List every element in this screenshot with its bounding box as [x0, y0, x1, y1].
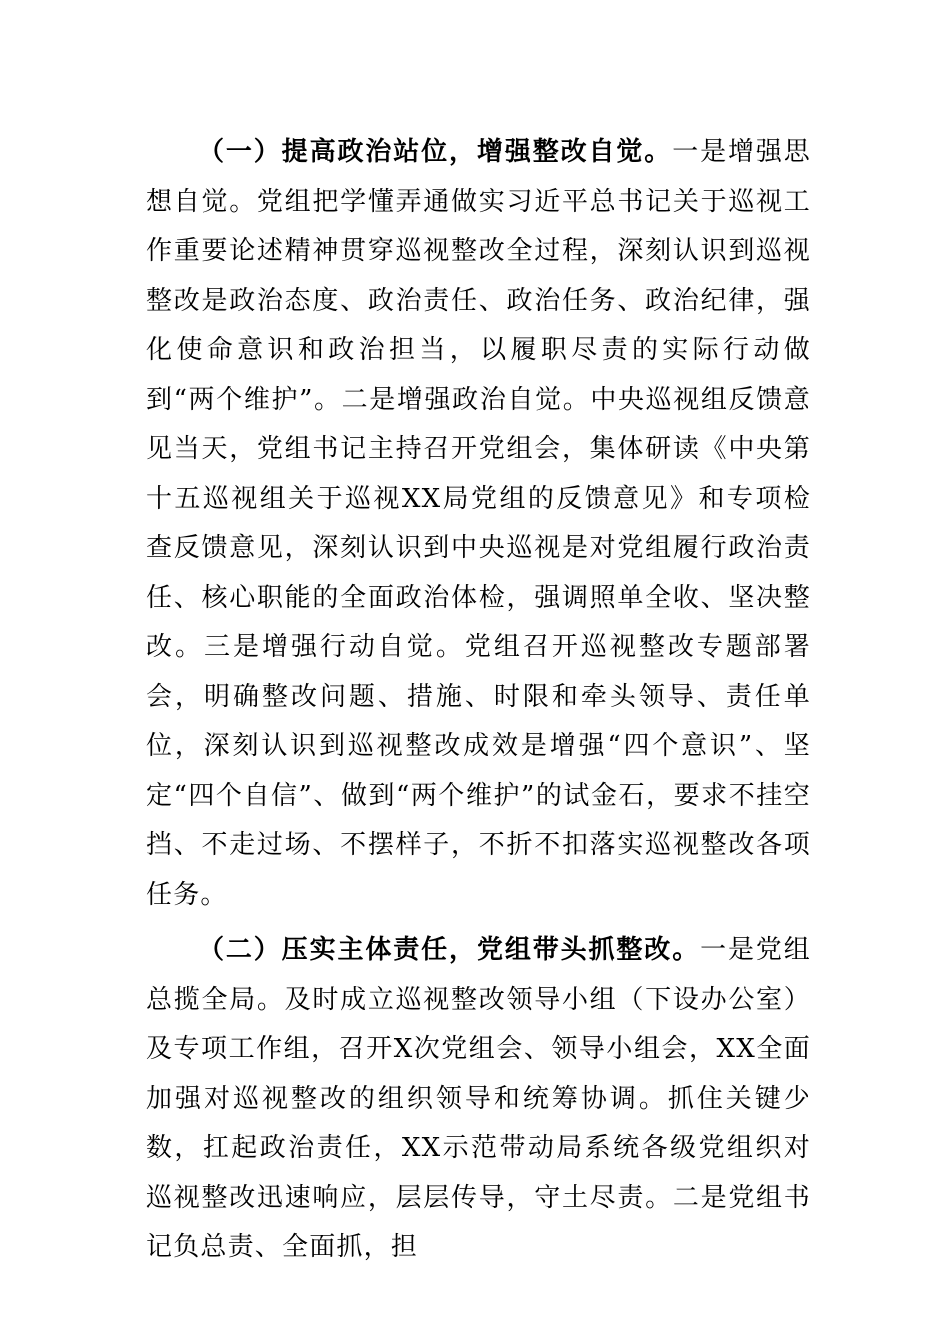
section-heading-1: （一）提高政治站位，增强整改自觉。	[198, 137, 673, 167]
paragraph-1-text: 一是增强思想自觉。党组把学懂弄通做实习近平总书记关于巡视工作重要论述精神贯穿巡视整改全过程，深刻认识到巡视整改是政治态度、政治责任、政治任务、政治纪律，强化使命意识和政治担当，以履职尽责的实际行动做到“两个维护”。二是增强政治自觉。中央巡视组反馈意见当天，党组书记主持召开党组会，集体研读《中央第十五巡视组关于巡视XX局党组的反馈意见》和专项检查反馈意见，深刻认识到中央巡视是对党组履行政治责任、核心职能的全面政治体检，强调照单全收、坚决整改。三是增强行动自觉。党组召开巡视整改专题部署会，明确整改问题、措施、时限和牵头领导、责任单位，深刻认识到巡视整改成效是增强“四个意识”、坚定“四个自信”、做到“两个维护”的试金石，要求不挂空挡、不走过场、不摆样子，不折不扣落实巡视整改各项任务。	[146, 137, 811, 910]
section-heading-2: （二）压实主体责任，党组带头抓整改。	[198, 935, 701, 965]
paragraph-2	[146, 926, 811, 1273]
document-body	[146, 128, 811, 1273]
paragraph-2-text: 一是党组总揽全局。及时成立巡视整改领导小组（下设办公室）及专项工作组，召开X次党组会、领导小组会，XX全面加强对巡视整改的组织领导和统筹协调。抓住关键少数，扛起政治责任，XX示范带动局系统各级党组织对巡视整改迅速响应，层层传导，守土尽责。二是党组书记负总责、全面抓，担	[146, 935, 811, 1262]
paragraph-1	[146, 128, 811, 920]
